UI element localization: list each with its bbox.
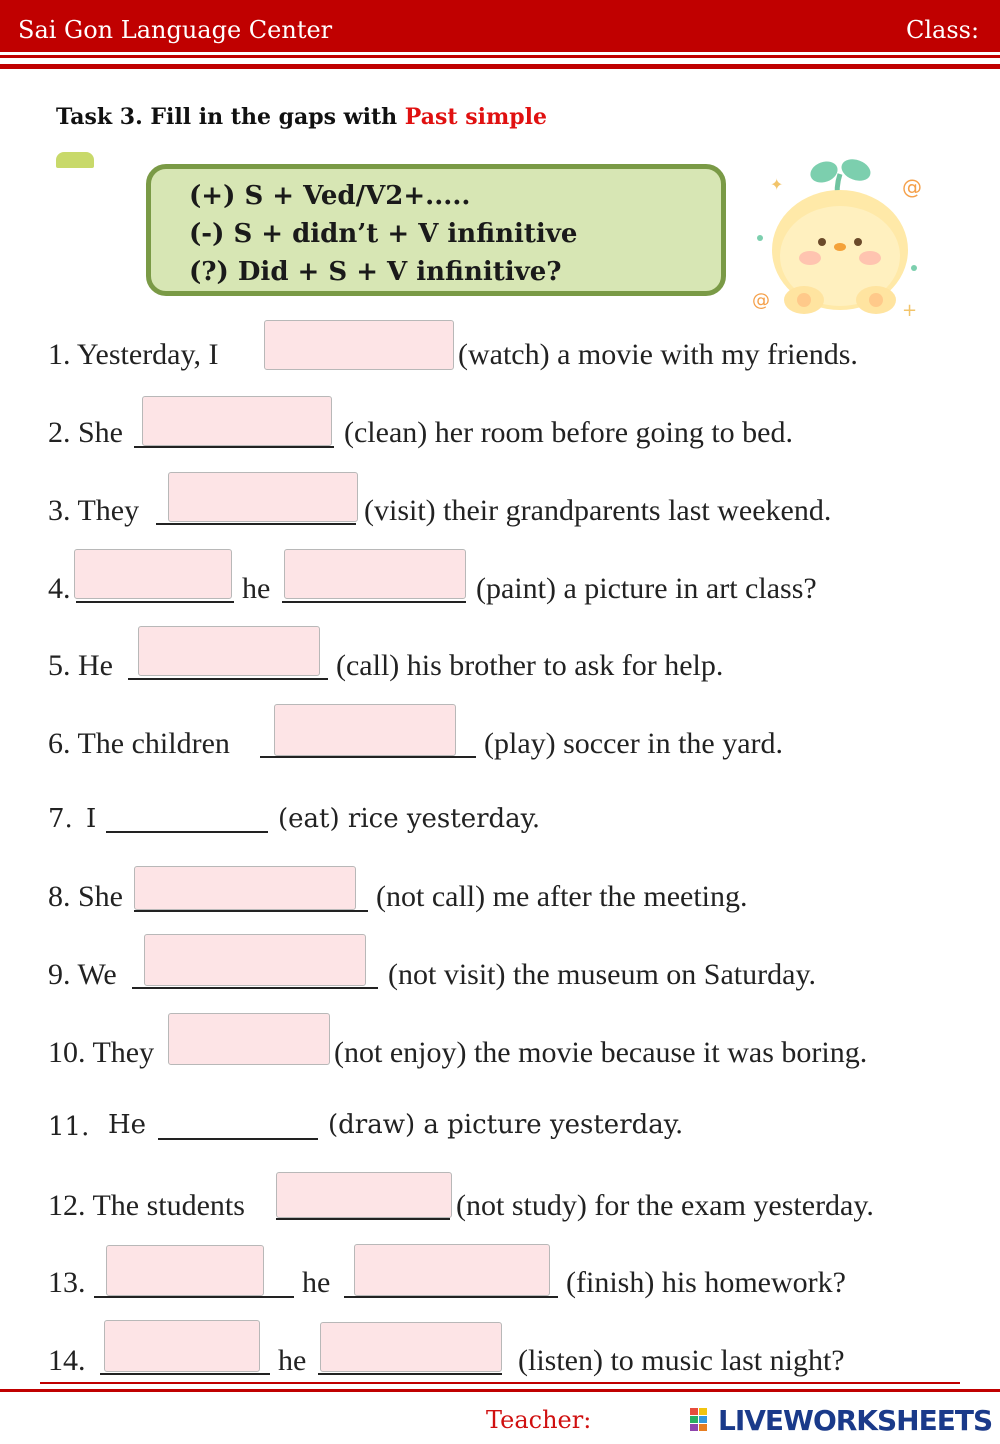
- formula-question: (?) Did + S + V infinitive?: [189, 257, 562, 287]
- svg-text:✦: ✦: [770, 175, 784, 194]
- q13-pre: 13.: [48, 1266, 86, 1299]
- q7-subject: I: [86, 804, 97, 834]
- q9-pre: 9. We: [48, 958, 117, 991]
- q1-pre: 1. Yesterday, I: [48, 338, 219, 371]
- formula-negative: (-) S + didn’t + V infinitive: [189, 219, 578, 249]
- q13-underline-1: [94, 1296, 294, 1298]
- task-title-text: Task 3. Fill in the gaps with: [56, 104, 405, 130]
- q14-answer-input-2[interactable]: [320, 1322, 502, 1372]
- q9-post: (not visit) the museum on Saturday.: [388, 958, 816, 991]
- q12-underline: [276, 1218, 450, 1220]
- q14-underline-1: [100, 1373, 270, 1375]
- q1-answer-input[interactable]: [264, 320, 454, 370]
- q13-mid: he: [302, 1266, 331, 1299]
- tape-sticker: [56, 152, 94, 168]
- q10-post: (not enjoy) the movie because it was boring.: [334, 1036, 868, 1069]
- q4-mid: he: [242, 572, 271, 605]
- q4-underline-1: [76, 601, 234, 603]
- q14-answer-input-1[interactable]: [104, 1320, 260, 1372]
- task-title: [56, 104, 547, 130]
- q14-mid: he: [278, 1344, 307, 1377]
- q3-post: (visit) their grandparents last weekend.: [364, 494, 832, 527]
- q3-pre: 3. They: [48, 494, 140, 527]
- q11-subject: He: [108, 1110, 147, 1140]
- svg-text:+: +: [902, 300, 918, 320]
- school-name: Sai Gon Language Center: [18, 16, 333, 44]
- q7-post: (eat) rice yesterday.: [278, 804, 541, 834]
- q6-underline: [260, 756, 476, 758]
- q3-answer-input[interactable]: [168, 472, 358, 522]
- q6-pre: 6. The children: [48, 727, 230, 760]
- q13-post: (finish) his homework?: [566, 1266, 846, 1299]
- liveworksheets-brand[interactable]: LIVEWORKSHEETS: [718, 1404, 993, 1437]
- q13-answer-input-2[interactable]: [354, 1244, 550, 1296]
- q12-post: (not study) for the exam yesterday.: [456, 1189, 874, 1222]
- svg-text:@: @: [902, 175, 922, 199]
- q2-pre: 2. She: [48, 416, 123, 449]
- q4-post: (paint) a picture in art class?: [476, 572, 817, 605]
- q6-answer-input[interactable]: [274, 704, 456, 756]
- q8-underline: [134, 910, 368, 912]
- header-bar: [0, 0, 1000, 52]
- q4-pre: 4.: [48, 572, 71, 605]
- q1-post: (watch) a movie with my friends.: [458, 338, 858, 371]
- liveworksheets-logo-icon: [690, 1408, 716, 1432]
- q7-pre: 7.: [48, 804, 73, 834]
- q14-pre: 14.: [48, 1344, 86, 1377]
- task-highlight: Past simple: [404, 104, 547, 130]
- q8-answer-input[interactable]: [134, 866, 356, 910]
- q7-underline[interactable]: [106, 831, 268, 833]
- q10-pre: 10. They: [48, 1036, 155, 1069]
- q8-pre: 8. She: [48, 880, 123, 913]
- q14-post: (listen) to music last night?: [518, 1344, 845, 1377]
- q4-answer-input-2[interactable]: [284, 549, 466, 599]
- q4-answer-input-1[interactable]: [74, 549, 232, 599]
- q5-post: (call) his brother to ask for help.: [336, 649, 724, 682]
- q3-underline: [156, 523, 356, 525]
- q11-pre: 11.: [48, 1112, 90, 1142]
- q11-post: (draw) a picture yesterday.: [328, 1110, 684, 1140]
- q11-underline[interactable]: [158, 1138, 318, 1140]
- q2-underline: [134, 446, 334, 448]
- q5-pre: 5. He: [48, 649, 113, 682]
- teacher-label: Teacher:: [486, 1406, 592, 1434]
- q13-underline-2: [344, 1296, 558, 1298]
- q14-underline-2: [318, 1373, 502, 1375]
- q5-answer-input[interactable]: [138, 626, 320, 676]
- formula-box: [146, 164, 726, 296]
- q6-post: (play) soccer in the yard.: [484, 727, 784, 760]
- footer-rule-full: [0, 1389, 1000, 1392]
- q4-underline-2: [282, 601, 466, 603]
- q8-post: (not call) me after the meeting.: [376, 880, 748, 913]
- q2-answer-input[interactable]: [142, 396, 332, 446]
- q10-answer-input[interactable]: [168, 1013, 330, 1065]
- q12-answer-input[interactable]: [276, 1172, 452, 1218]
- q12-pre: 12. The students: [48, 1189, 245, 1222]
- header-rule-thick: [0, 64, 1000, 69]
- q13-answer-input-1[interactable]: [106, 1245, 264, 1296]
- footer-rule: [40, 1382, 960, 1384]
- class-label: Class:: [906, 16, 980, 44]
- header-rule: [0, 55, 1000, 58]
- q5-underline: [128, 678, 328, 680]
- svg-text:@: @: [752, 290, 770, 311]
- q2-post: (clean) her room before going to bed.: [344, 416, 793, 449]
- chick-illustration: [752, 150, 932, 320]
- q9-underline: [132, 987, 378, 989]
- q9-answer-input[interactable]: [144, 934, 366, 986]
- formula-positive: (+) S + Ved/V2+.....: [189, 181, 471, 211]
